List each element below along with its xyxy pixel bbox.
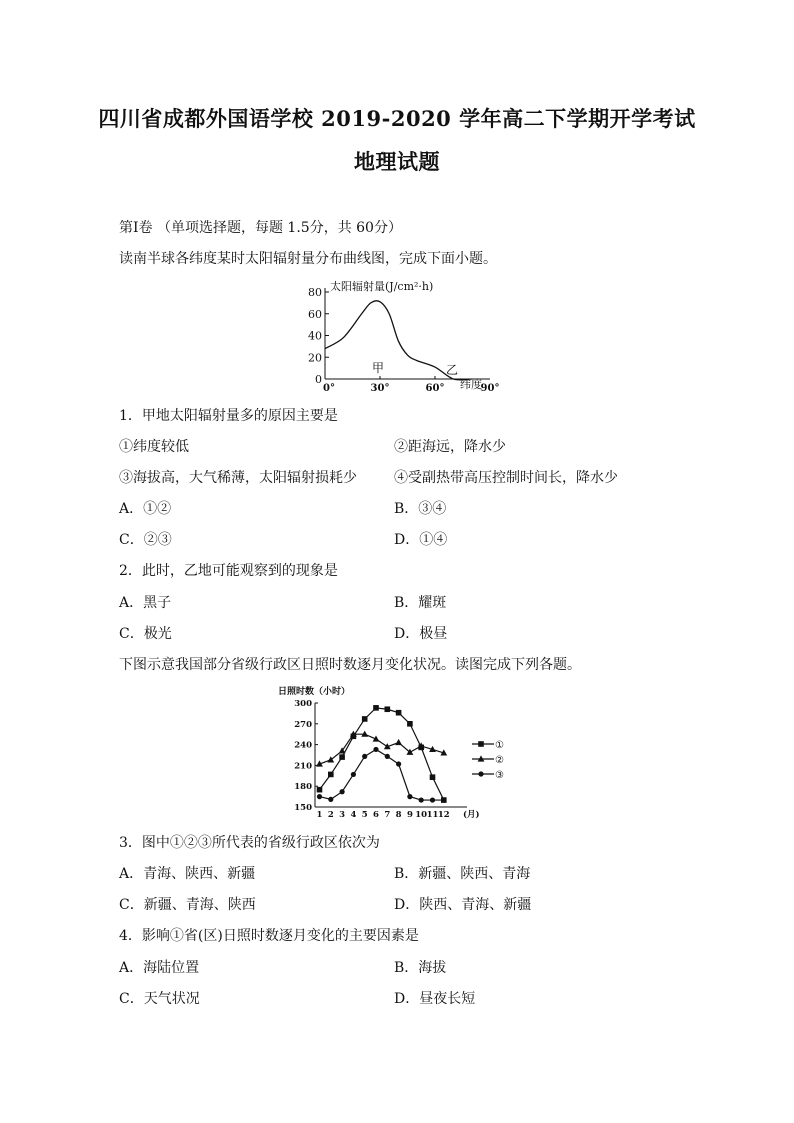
- q1-statement-2: ②距海远，降水少: [394, 439, 506, 455]
- fig2-xtick-label: 6: [373, 810, 379, 820]
- fig1-xtick-label: 60°: [425, 383, 445, 394]
- fig2-point-s1: [328, 772, 334, 778]
- fig2-point-s1: [373, 705, 379, 711]
- fig2-ytick-label: 180: [294, 782, 312, 793]
- fig2-point-s3: [385, 754, 390, 759]
- fig2-xtick-label: 12: [437, 810, 450, 820]
- q2-option-a[interactable]: A．黑子: [119, 595, 172, 611]
- fig2-xtick-label: 9: [406, 810, 413, 820]
- fig2-legend-marker: [478, 741, 484, 747]
- fig2-ytick-label: 270: [294, 719, 312, 730]
- fig2-point-s3: [373, 747, 378, 752]
- fig2-point-s3: [430, 797, 435, 802]
- fig2-point-s3: [407, 794, 412, 799]
- fig1-ytick-label: 0: [315, 373, 322, 386]
- fig2-xtick-label: 11: [426, 810, 439, 820]
- fig2-point-s1: [396, 710, 402, 716]
- q1-option-d[interactable]: D．①④: [394, 532, 448, 548]
- q3-option-d[interactable]: D．陕西、青海、新疆: [394, 897, 532, 913]
- q2-option-c[interactable]: C．极光: [119, 626, 172, 642]
- fig2-point-s3: [351, 772, 356, 777]
- fig2-point-s2: [327, 756, 334, 762]
- fig2-ytick-label: 300: [294, 699, 312, 709]
- fig2-point-s3: [419, 797, 424, 802]
- fig2-point-s2: [395, 739, 402, 745]
- q3-stem: 3．图中①②③所代表的省级行政区依次为: [119, 835, 380, 851]
- fig2-ytick-label: 150: [294, 803, 312, 813]
- intro-1: 读南半球各纬度某时太阳辐射量分布曲线图，完成下面小题。: [119, 251, 497, 267]
- q2-option-d[interactable]: D．极昼: [394, 626, 448, 642]
- fig2-point-s1: [362, 716, 368, 722]
- fig2-point-s1: [430, 774, 436, 780]
- fig1-ytick-label: 60: [308, 307, 322, 321]
- title-line-2: 地理试题: [354, 149, 440, 174]
- q1-statement-1: ①纬度较低: [119, 439, 189, 455]
- fig2-xtick-label: 5: [361, 810, 368, 820]
- fig2-point-s3: [317, 794, 322, 799]
- fig2-point-s3: [362, 754, 367, 759]
- q4-option-b[interactable]: B．海拔: [394, 960, 447, 976]
- fig2-point-s1: [339, 754, 345, 760]
- fig2-xtick-label: 10: [415, 810, 428, 820]
- q1-stem: 1．甲地太阳辐射量多的原因主要是: [119, 408, 338, 424]
- fig1-ytick-label: 20: [308, 351, 322, 365]
- fig2-legend-marker: [478, 771, 483, 776]
- title-line-1: 四川省成都外国语学校 2019-2020 学年高二下学期开学考试: [98, 106, 696, 131]
- q1-option-a[interactable]: A．①②: [119, 501, 172, 517]
- fig2-legend-label: ③: [495, 770, 504, 781]
- fig2-series-line-2: [320, 734, 444, 764]
- fig2-point-s1: [407, 721, 413, 727]
- fig2-point-s1: [317, 787, 323, 793]
- q2-option-b[interactable]: B．耀斑: [394, 595, 447, 611]
- fig2-xtick-label: 7: [384, 810, 391, 820]
- fig2-point-s3: [328, 797, 333, 802]
- fig2-ytick-label: 240: [294, 740, 312, 751]
- q1-statement-4: ④受副热带高压控制时间长，降水少: [394, 470, 618, 486]
- fig1-label-jia: 甲: [372, 361, 385, 375]
- fig1-xtick-label: 30°: [370, 383, 390, 394]
- fig2-legend-label: ②: [495, 755, 504, 766]
- fig1-xunit: 纬度: [460, 378, 482, 391]
- fig2-ytick-label: 210: [294, 761, 312, 772]
- fig1-xtick-label: 90°: [480, 383, 500, 394]
- q4-option-d[interactable]: D．昼夜长短: [394, 991, 476, 1007]
- q4-option-c[interactable]: C．天气状况: [119, 991, 200, 1007]
- fig2-xunit: (月): [463, 810, 480, 820]
- fig2-point-s3: [340, 789, 345, 794]
- q1-option-c[interactable]: C．②③: [119, 532, 172, 548]
- fig1-ytick-label: 40: [308, 329, 322, 343]
- q3-option-b[interactable]: B．新疆、陕西、青海: [394, 866, 531, 882]
- intro-2: 下图示意我国部分省级行政区日照时数逐月变化状况。读图完成下列各题。: [119, 657, 581, 673]
- fig2-legend-label: ①: [495, 740, 504, 751]
- fig2-point-s3: [396, 761, 401, 766]
- q3-option-a[interactable]: A．青海、陕西、新疆: [119, 866, 256, 882]
- figure-2-sunshine-chart: [272, 682, 518, 820]
- fig2-xtick-label: 4: [350, 810, 357, 820]
- q1-statement-3: ③海拔高，大气稀薄，太阳辐射损耗少: [119, 470, 357, 486]
- fig1-label-yi: 乙: [446, 363, 459, 377]
- fig2-xtick-label: 2: [327, 810, 334, 820]
- fig2-ylabel: 日照时数（小时）: [278, 687, 351, 697]
- q4-stem: 4．影响①省(区)日照时数逐月变化的主要因素是: [119, 928, 419, 944]
- fig2-point-s3: [441, 797, 446, 802]
- fig2-point-s1: [385, 706, 391, 712]
- q4-option-a[interactable]: A．海陆位置: [119, 960, 200, 976]
- fig1-ytick-label: 80: [308, 286, 322, 299]
- fig2-xtick-label: 8: [395, 810, 402, 820]
- q2-stem: 2．此时，乙地可能观察到的现象是: [119, 563, 338, 579]
- fig1-ylabel: 太阳辐射量(J/cm²·h): [330, 280, 434, 293]
- q3-option-c[interactable]: C．新疆、青海、陕西: [119, 897, 256, 913]
- fig2-xtick-label: 1: [316, 810, 323, 820]
- fig2-xtick-label: 3: [339, 810, 346, 820]
- fig1-xtick-label: 0°: [323, 383, 335, 394]
- figure-1-radiation-chart: [300, 276, 500, 394]
- section-header: 第Ⅰ卷 （单项选择题，每题 1.5分，共 60分）: [119, 220, 402, 236]
- q1-option-b[interactable]: B．③④: [394, 501, 447, 517]
